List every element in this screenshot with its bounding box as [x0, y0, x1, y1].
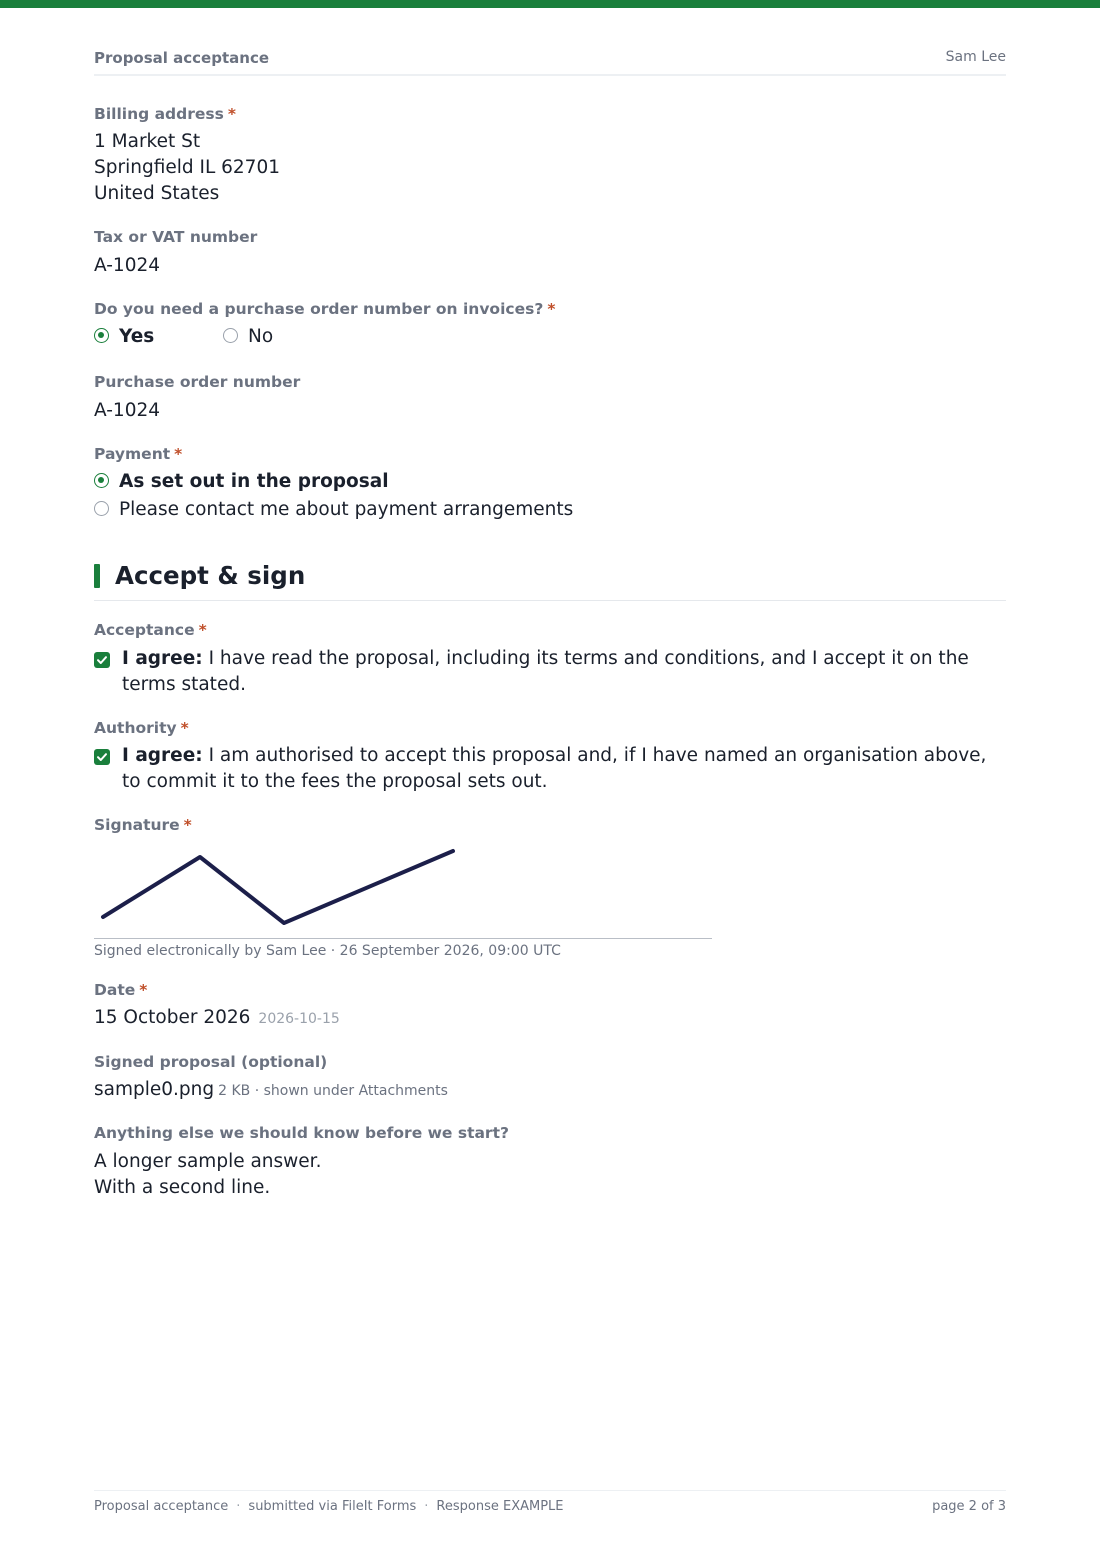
signature-box	[94, 842, 712, 939]
acceptance-text: I have read the proposal, including its terms and conditions, and I accept it on the terms stated.	[122, 648, 969, 695]
page-header	[94, 48, 1006, 76]
checkbox-checked-icon[interactable]	[94, 749, 110, 765]
required-mark: *	[198, 621, 207, 639]
authority-label: Authority *	[94, 719, 189, 737]
signature-label: Signature *	[94, 816, 192, 834]
anything-else-line-2: With a second line.	[94, 1177, 271, 1198]
agree-prefix: I agree:	[122, 745, 203, 766]
billing-address-label: Billing address *	[94, 105, 236, 123]
checkbox-checked-icon[interactable]	[94, 652, 110, 668]
authority-text: I am authorised to accept this proposal and, if I have named an organisation above, to commit it to the fees the proposal sets out.	[122, 745, 987, 792]
po-number-label: Purchase order number	[94, 373, 301, 391]
required-mark: *	[183, 816, 192, 834]
signed-proposal-file	[94, 1077, 448, 1104]
form-title: Proposal acceptance	[94, 49, 270, 67]
required-mark: *	[174, 445, 183, 463]
po-needed-label: Do you need a purchase order number on invoices? *	[94, 300, 556, 318]
radio-unselected-icon[interactable]	[223, 328, 238, 343]
page-footer	[94, 1490, 1006, 1520]
date-value: 15 October 2026	[94, 1007, 251, 1028]
radio-option-yes[interactable]: Yes	[94, 324, 154, 350]
agree-prefix: I agree:	[122, 648, 203, 669]
radio-option-contact-me[interactable]: Please contact me about payment arrangements	[94, 497, 573, 523]
date-value-row	[94, 1005, 340, 1032]
signature-drawing	[94, 842, 712, 939]
radio-selected-icon[interactable]	[94, 328, 109, 343]
signed-proposal-label: Signed proposal (optional)	[94, 1053, 328, 1071]
radio-option-no[interactable]: No	[223, 324, 273, 350]
page-number: page 2 of 3	[932, 1499, 1006, 1514]
section-title: Accept & sign	[115, 561, 306, 590]
required-mark: *	[227, 105, 236, 123]
section-accent-bar	[94, 564, 100, 588]
date-label: Date *	[94, 981, 148, 999]
file-meta: 2 KB · shown under Attachments	[218, 1083, 448, 1099]
billing-address-line-3: United States	[94, 183, 220, 204]
acceptance-checkbox-row[interactable]	[94, 646, 1006, 698]
tax-number-label: Tax or VAT number	[94, 228, 258, 246]
payment-label: Payment *	[94, 445, 183, 463]
required-mark: *	[180, 719, 189, 737]
billing-address-line-1: 1 Market St	[94, 131, 201, 152]
anything-else-line-1: A longer sample answer.	[94, 1151, 322, 1172]
anything-else-label: Anything else we should know before we start?	[94, 1124, 509, 1142]
radio-option-as-proposal[interactable]: As set out in the proposal	[94, 469, 389, 495]
po-number-value: A-1024	[94, 400, 161, 421]
date-iso: 2026-10-15	[258, 1011, 340, 1027]
required-mark: *	[547, 300, 556, 318]
required-mark: *	[139, 981, 148, 999]
footer-info: Proposal acceptance · submitted via FileIt Forms · Response EXAMPLE	[94, 1499, 564, 1514]
file-name: sample0.png	[94, 1079, 215, 1100]
signature-note: Signed electronically by Sam Lee · 26 September 2026, 09:00 UTC	[94, 943, 561, 959]
top-accent-bar	[0, 0, 1100, 8]
section-heading	[94, 560, 1006, 601]
radio-selected-icon[interactable]	[94, 473, 109, 488]
tax-number-value: A-1024	[94, 255, 161, 276]
authority-checkbox-row[interactable]	[94, 743, 1006, 795]
acceptance-label: Acceptance *	[94, 621, 207, 639]
respondent-name: Sam Lee	[945, 49, 1006, 65]
billing-address-line-2: Springfield IL 62701	[94, 157, 280, 178]
radio-unselected-icon[interactable]	[94, 501, 109, 516]
